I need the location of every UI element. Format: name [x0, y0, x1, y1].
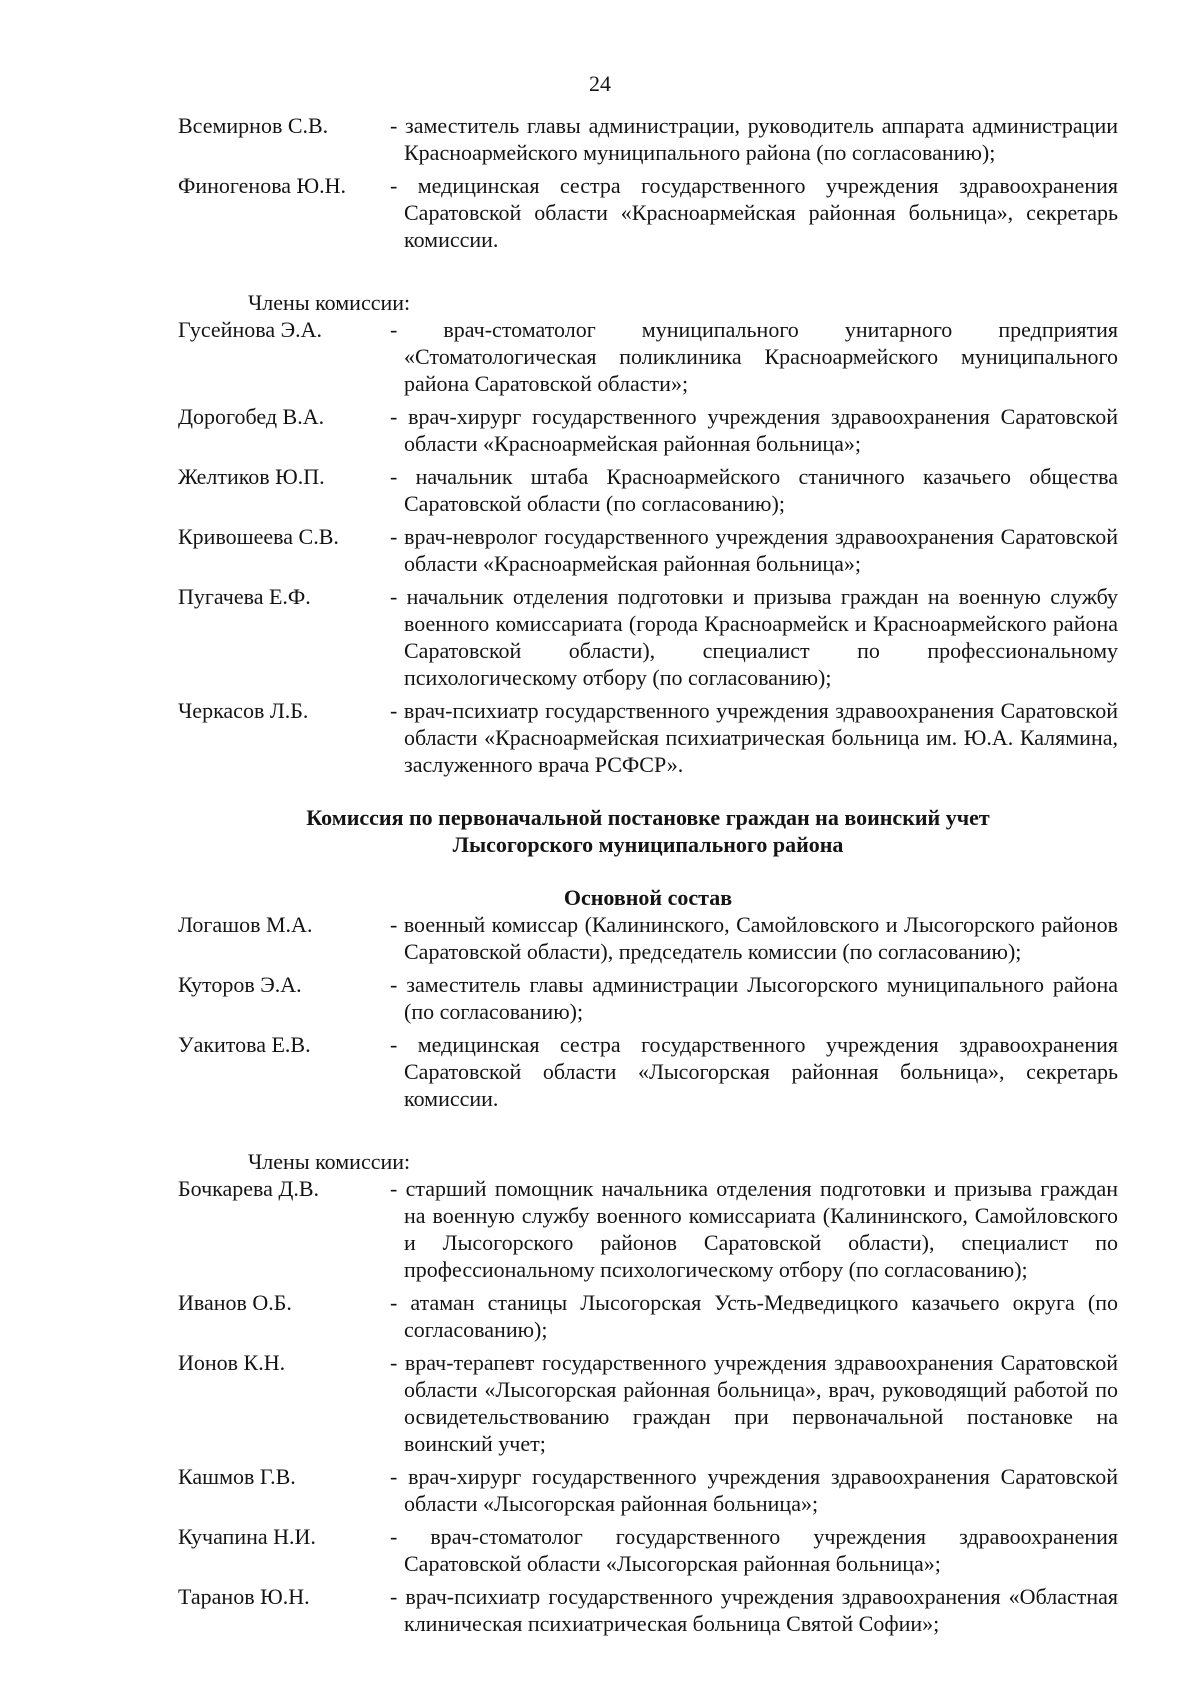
commission2-main-list	[178, 911, 1118, 1112]
person-entry	[178, 911, 1118, 965]
person-entry	[178, 1523, 1118, 1577]
person-name: Таранов Ю.Н.	[178, 1584, 310, 1609]
page-number: 24	[589, 71, 611, 96]
person-role: - старший помощник начальника отделения подготовки и призыва граждан на военную службу военного комиссариата (Калининского, Самойловского и Лысогорского районов Саратовской области), специалист по профессиональному психологическому отбору (по согласованию);	[390, 1176, 1118, 1282]
person-role: - медицинская сестра государственного учреждения здравоохранения Саратовской области «Красноармейская районная больница», секретарь комиссии.	[390, 173, 1118, 252]
person-role: - врач-невролог государственного учреждения здравоохранения Саратовской области «Красноармейская районная больница»;	[390, 524, 1118, 576]
person-entry	[178, 971, 1118, 1025]
commission-heading	[158, 804, 1138, 858]
person-name: Логашов М.А.	[178, 912, 313, 937]
person-entry	[178, 523, 1118, 577]
person-role: - заместитель главы администрации, руководитель аппарата администрации Красноармейского муниципального района (по согласованию);	[390, 113, 1118, 165]
person-role: - медицинская сестра государственного учреждения здравоохранения Саратовской области «Лысогорская районная больница», секретарь комиссии.	[390, 1032, 1118, 1111]
section-subheading: Основной состав	[563, 885, 733, 910]
person-role: - врач-стоматолог государственного учреждения здравоохранения Саратовской области «Лысогорская районная больница»;	[390, 1524, 1118, 1576]
person-role: - врач-терапевт государственного учреждения здравоохранения Саратовской области «Лысогорская районная больница», врач, руководящий работой по освидетельствованию граждан при первоначальной постановке на воинский учет;	[390, 1350, 1118, 1456]
commission-heading-line2: Лысогорского муниципального района	[452, 832, 844, 857]
person-name: Гусейнова Э.А.	[178, 317, 322, 342]
person-entry	[178, 316, 1118, 397]
person-entry	[178, 172, 1118, 253]
person-name: Дорогобед В.А.	[178, 404, 325, 429]
person-role: - врач-хирург государственного учреждения здравоохранения Саратовской области «Красноармейская районная больница»;	[390, 404, 1118, 456]
person-role: - врач-хирург государственного учреждения здравоохранения Саратовской области «Лысогорская районная больница»;	[390, 1464, 1118, 1516]
commission2-members-list	[178, 1175, 1118, 1637]
person-entry	[178, 403, 1118, 457]
commission-heading-line1: Комиссия по первоначальной постановке граждан на воинский учет	[306, 805, 990, 830]
person-entry	[178, 1031, 1118, 1112]
person-role: - начальник штаба Красноармейского станичного казачьего общества Саратовской области (по согласованию);	[390, 464, 1118, 516]
person-role: - начальник отделения подготовки и призыва граждан на военную службу военного комиссариата (города Красноармейск и Красноармейского района Саратовской области), специалист по профессиональному психологическому отбору (по согласованию);	[390, 584, 1118, 690]
person-role: - врач-психиатр государственного учреждения здравоохранения Саратовской области «Красноармейская психиатрическая больница им. Ю.А. Калямина, заслуженного врача РСФСР».	[390, 698, 1118, 777]
person-entry	[178, 1583, 1118, 1637]
person-name: Всемирнов С.В.	[178, 113, 329, 138]
members-label: Члены комиссии:	[248, 1149, 411, 1174]
commission1-main-list	[178, 112, 1118, 253]
person-name: Черкасов Л.Б.	[178, 698, 309, 723]
person-name: Финогенова Ю.Н.	[178, 173, 347, 198]
person-name: Кучапина Н.И.	[178, 1524, 316, 1549]
person-role: - заместитель главы администрации Лысогорского муниципального района (по согласованию);	[390, 972, 1118, 1024]
person-name: Кашмов Г.В.	[178, 1464, 296, 1489]
person-entry	[178, 1289, 1118, 1343]
person-entry	[178, 1463, 1118, 1517]
person-name: Ионов К.Н.	[178, 1350, 286, 1375]
person-name: Кривошеева С.В.	[178, 524, 339, 549]
person-name: Бочкарева Д.В.	[178, 1176, 320, 1201]
document-content	[178, 112, 1118, 1637]
commission1-members-list	[178, 316, 1118, 778]
person-entry	[178, 112, 1118, 166]
person-name: Уакитова Е.В.	[178, 1032, 311, 1057]
person-name: Иванов О.Б.	[178, 1290, 292, 1315]
person-entry	[178, 1175, 1118, 1283]
person-role: - атаман станицы Лысогорская Усть-Медведицкого казачьего округа (по согласованию);	[390, 1290, 1118, 1342]
person-entry	[178, 583, 1118, 691]
person-name: Пугачева Е.Ф.	[178, 584, 311, 609]
person-entry	[178, 463, 1118, 517]
person-role: - военный комиссар (Калининского, Самойловского и Лысогорского районов Саратовской области), председатель комиссии (по согласованию);	[390, 912, 1118, 964]
person-role: - врач-психиатр государственного учреждения здравоохранения «Областная клиническая психиатрическая больница Святой Софии»;	[390, 1584, 1118, 1636]
person-entry	[178, 697, 1118, 778]
person-role: - врач-стоматолог муниципального унитарного предприятия «Стоматологическая поликлиника Красноармейского муниципального района Саратовской области»;	[390, 317, 1118, 396]
person-name: Куторов Э.А.	[178, 972, 302, 997]
person-entry	[178, 1349, 1118, 1457]
members-label: Члены комиссии:	[248, 290, 411, 315]
person-name: Желтиков Ю.П.	[178, 464, 325, 489]
